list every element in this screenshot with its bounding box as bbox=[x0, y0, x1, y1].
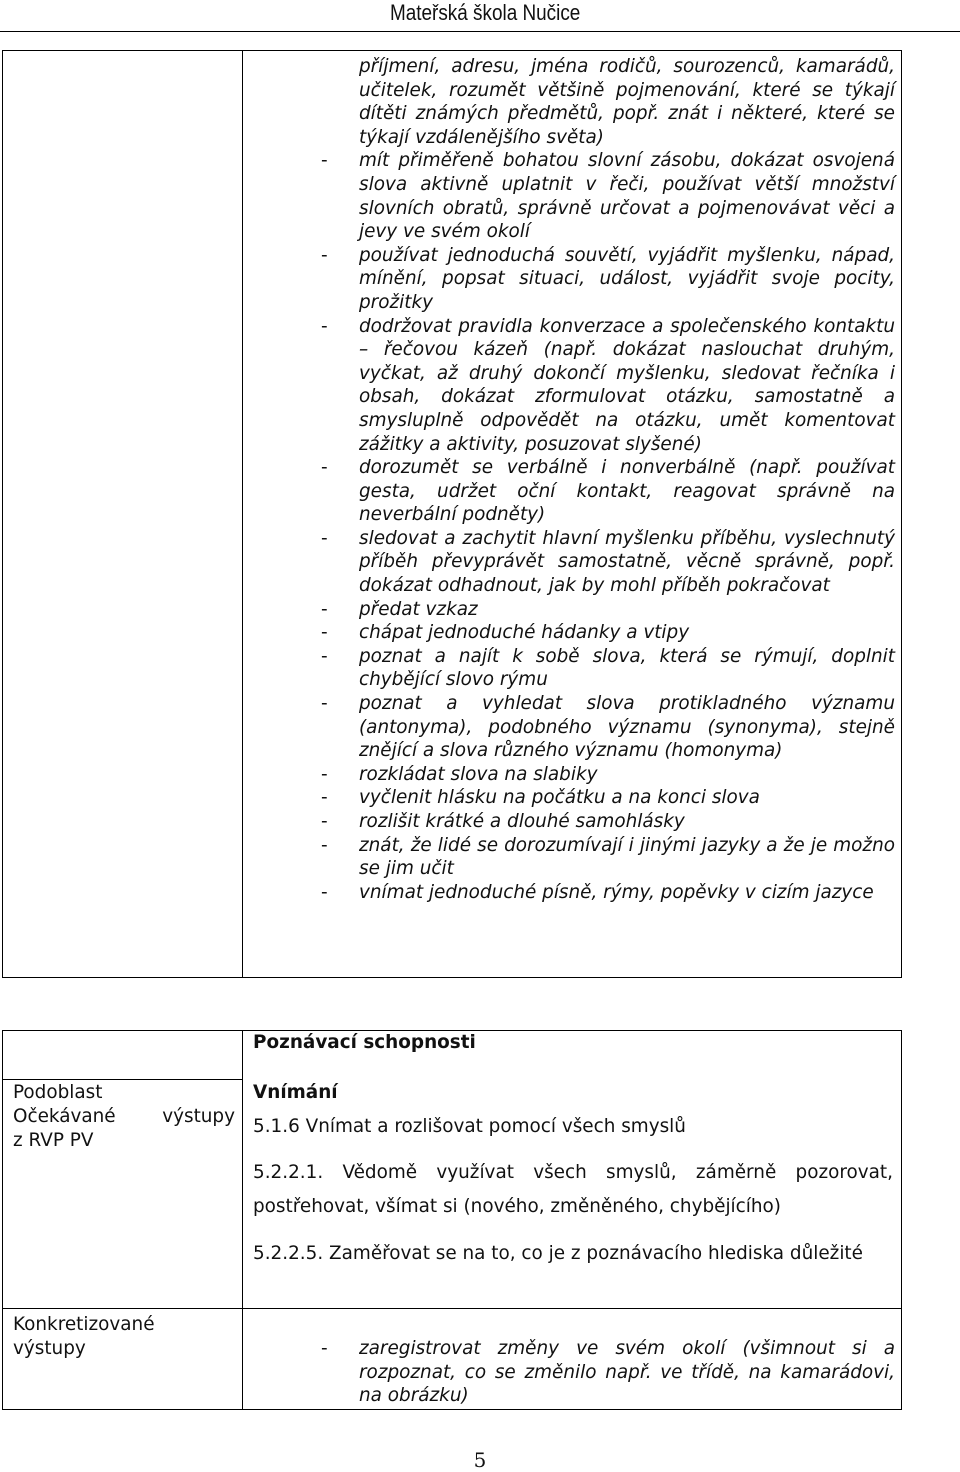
list-item: - vnímat jednoduché písně, rýmy, popěvky v cizím jazyce bbox=[321, 881, 874, 903]
page-header bbox=[0, 0, 960, 30]
list-item: příjmení, adresu, jména rodičů, sourozenců, kamarádů, učitelek, rozumět většině pojmenování, které se týkají dítěti známých předmětů, popř. znát i některé, které se týkají vzdálenějšího světa) bbox=[359, 56, 895, 148]
section-title: Poznávací schopnosti bbox=[253, 1032, 476, 1053]
header-rule bbox=[0, 31, 960, 32]
goal-item: 5.2.2.1. Vědomě využívat všech smyslů, záměrně pozorovat, postřehovat, všímat si (nového, změněného, chybějícího) bbox=[253, 1162, 893, 1217]
list-item: - poznat a najít k sobě slova, která se rýmují, doplnit chybějící slovo rýmu bbox=[321, 645, 895, 691]
language-outcomes-table bbox=[2, 50, 902, 978]
page-number: 5 bbox=[473, 1448, 487, 1472]
list-item: - dodržovat pravidla konverzace a společenského kontaktu – řečovou kázeň (např. dokázat naslouchat druhým, vyčkat, až druhý dokončí myšlenku, sledovat řečníka i obsah, dokázat zformulovat otázku, samostatně a smysluplně odpovědět na otázku, umět komentovat zážitky a aktivity, posuzovat slyšené) bbox=[321, 315, 895, 455]
table-column-divider bbox=[242, 51, 243, 977]
cognitive-abilities-table bbox=[2, 1030, 902, 1410]
list-item: - používat jednoduchá souvětí, vyjádřit myšlenku, nápad, mínění, popsat situaci, událost, vyjádřit svoje pocity, prožitky bbox=[321, 244, 895, 313]
list-item: - vyčlenit hlásku na počátku a na konci slova bbox=[321, 787, 760, 809]
podoblast-value: Vnímání bbox=[253, 1082, 338, 1103]
table-row-divider bbox=[3, 1079, 242, 1080]
table-column-divider bbox=[242, 1031, 243, 1409]
list-item: - znát, že lidé se dorozumívají i jinými jazyky a že je možno se jim učit bbox=[321, 834, 895, 880]
specific-outcomes-list bbox=[321, 1337, 895, 1408]
list-item: - mít přiměřeně bohatou slovní zásobu, dokázat osvojená slova aktivně uplatnit v řeči, používat větší množství slovních obratů, správně určovat a pojmenovávat věci a jevy ve svém okolí bbox=[321, 150, 895, 243]
podoblast-label: Podoblast bbox=[13, 1082, 103, 1103]
goal-item: 5.1.6 Vnímat a rozlišovat pomocí všech smyslů bbox=[253, 1116, 686, 1137]
list-item: - poznat a vyhledat slova protikladného významu (antonyma), podobného významu (synonyma), stejně znějící a slova různého významu (homonyma) bbox=[321, 693, 895, 762]
outcomes-list bbox=[321, 55, 895, 904]
list-item: - zaregistrovat změny ve svém okolí (všimnout si a rozpoznat, co se změnilo např. ve třídě, na kamarádovi, na obrázku) bbox=[321, 1338, 895, 1407]
specific-outcomes-label: Konkretizované výstupy bbox=[13, 1314, 155, 1359]
list-item: - dorozumět se verbálně i nonverbálně (např. používat gesta, udržet oční kontakt, reagovat správně na neverbální podněty) bbox=[321, 457, 895, 526]
goal-item: 5.2.2.5. Zaměřovat se na to, co je z poznávacího hlediska důležité bbox=[253, 1243, 863, 1264]
list-item: - předat vzkaz bbox=[321, 598, 478, 620]
list-item: - sledovat a zachytit hlavní myšlenku příběhu, vyslechnutý příběh převyprávět samostatně, věcně správně, popř. dokázat odhadnout, jak by mohl příběh pokračovat bbox=[321, 527, 895, 597]
expected-outcomes-label: Očekávané výstupy bbox=[13, 1106, 235, 1127]
school-name: Mateřská škola Nučice bbox=[389, 0, 580, 25]
list-item: - rozlišit krátké a dlouhé samohlásky bbox=[321, 811, 685, 832]
expected-outcomes-source: z RVP PV bbox=[13, 1130, 94, 1151]
list-item: - rozkládat slova na slabiky bbox=[321, 763, 598, 785]
table-row-divider bbox=[3, 1308, 901, 1309]
list-item: - chápat jednoduché hádanky a vtipy bbox=[321, 622, 690, 644]
